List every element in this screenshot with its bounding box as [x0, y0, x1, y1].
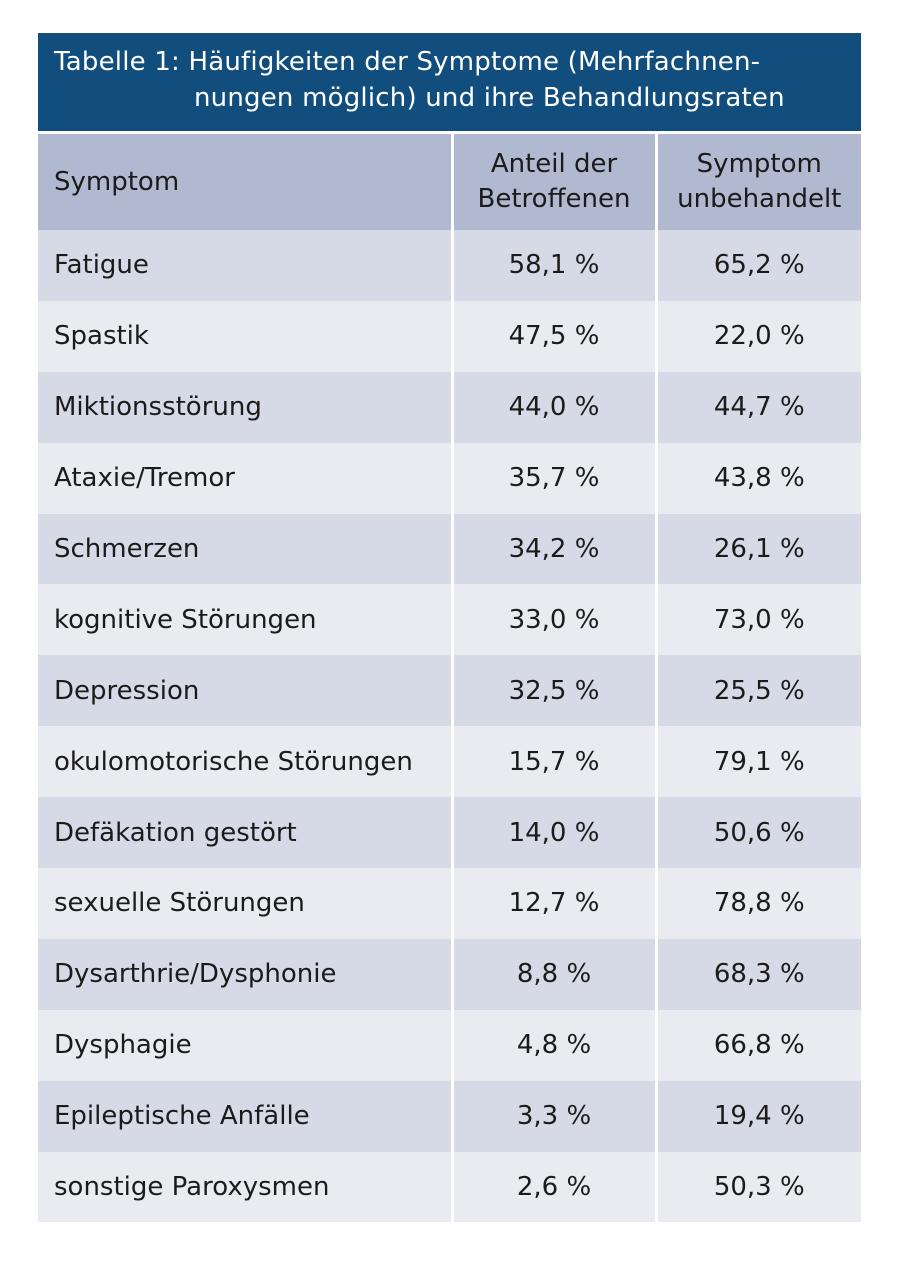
- table-row: [38, 301, 861, 372]
- cell-anteil: 47,5 %: [452, 301, 656, 372]
- cell-unbehandelt: 19,4 %: [656, 1081, 861, 1152]
- header-row: [38, 134, 861, 230]
- table-row: [38, 655, 861, 726]
- table-row: [38, 726, 861, 797]
- header-unbehandelt: [656, 134, 861, 230]
- cell-anteil: 32,5 %: [452, 655, 656, 726]
- table-title-line-2: nungen möglich) und ihre Behandlungsraten: [194, 83, 785, 113]
- cell-unbehandelt: 50,6 %: [656, 797, 861, 868]
- table-row: [38, 797, 861, 868]
- cell-unbehandelt: 43,8 %: [656, 443, 861, 514]
- header-unbehandelt-line-2: unbehandelt: [677, 184, 842, 214]
- cell-anteil: 58,1 %: [452, 230, 656, 301]
- table-body: [38, 230, 861, 1222]
- cell-unbehandelt: 68,3 %: [656, 939, 861, 1010]
- cell-symptom: Miktionsstörung: [38, 372, 452, 443]
- cell-anteil: 14,0 %: [452, 797, 656, 868]
- cell-symptom: Epileptische Anfälle: [38, 1081, 452, 1152]
- cell-symptom: kognitive Störungen: [38, 584, 452, 655]
- cell-anteil: 15,7 %: [452, 726, 656, 797]
- table-row: [38, 1152, 861, 1223]
- symptom-table: [38, 134, 861, 1222]
- cell-symptom: Dysphagie: [38, 1010, 452, 1081]
- header-anteil-line-2: Betroffenen: [477, 184, 631, 214]
- cell-anteil: 34,2 %: [452, 514, 656, 585]
- table-row: [38, 1010, 861, 1081]
- table-header: [38, 134, 861, 230]
- cell-unbehandelt: 65,2 %: [656, 230, 861, 301]
- cell-anteil: 35,7 %: [452, 443, 656, 514]
- header-anteil: [452, 134, 656, 230]
- header-symptom: [38, 134, 452, 230]
- cell-unbehandelt: 50,3 %: [656, 1152, 861, 1223]
- cell-anteil: 44,0 %: [452, 372, 656, 443]
- cell-unbehandelt: 44,7 %: [656, 372, 861, 443]
- cell-anteil: 3,3 %: [452, 1081, 656, 1152]
- table-row: [38, 868, 861, 939]
- cell-symptom: Dysarthrie/Dysphonie: [38, 939, 452, 1010]
- table-row: [38, 584, 861, 655]
- header-unbehandelt-line-1: Symptom: [696, 149, 822, 179]
- table-row: [38, 1081, 861, 1152]
- cell-unbehandelt: 73,0 %: [656, 584, 861, 655]
- table-row: [38, 514, 861, 585]
- cell-unbehandelt: 79,1 %: [656, 726, 861, 797]
- table-title-line-1: Tabelle 1: Häufigkeiten der Symptome (Mehrfachnen-: [54, 47, 761, 77]
- cell-unbehandelt: 78,8 %: [656, 868, 861, 939]
- cell-anteil: 12,7 %: [452, 868, 656, 939]
- cell-symptom: Depression: [38, 655, 452, 726]
- cell-symptom: okulomotorische Störungen: [38, 726, 452, 797]
- cell-anteil: 33,0 %: [452, 584, 656, 655]
- cell-anteil: 8,8 %: [452, 939, 656, 1010]
- table-title: [38, 33, 861, 131]
- header-anteil-line-1: Anteil der: [490, 149, 618, 179]
- cell-unbehandelt: 26,1 %: [656, 514, 861, 585]
- table-row: [38, 939, 861, 1010]
- cell-unbehandelt: 25,5 %: [656, 655, 861, 726]
- table-row: [38, 230, 861, 301]
- cell-symptom: sonstige Paroxysmen: [38, 1152, 452, 1223]
- cell-anteil: 2,6 %: [452, 1152, 656, 1223]
- cell-symptom: Schmerzen: [38, 514, 452, 585]
- cell-symptom: Spastik: [38, 301, 452, 372]
- cell-unbehandelt: 66,8 %: [656, 1010, 861, 1081]
- cell-symptom: Fatigue: [38, 230, 452, 301]
- cell-symptom: sexuelle Störungen: [38, 868, 452, 939]
- symptom-table-container: [38, 33, 861, 1222]
- table-row: [38, 372, 861, 443]
- table-row: [38, 443, 861, 514]
- header-symptom-label: Symptom: [54, 166, 180, 197]
- cell-symptom: Ataxie/Tremor: [38, 443, 452, 514]
- cell-unbehandelt: 22,0 %: [656, 301, 861, 372]
- cell-symptom: Defäkation gestört: [38, 797, 452, 868]
- cell-anteil: 4,8 %: [452, 1010, 656, 1081]
